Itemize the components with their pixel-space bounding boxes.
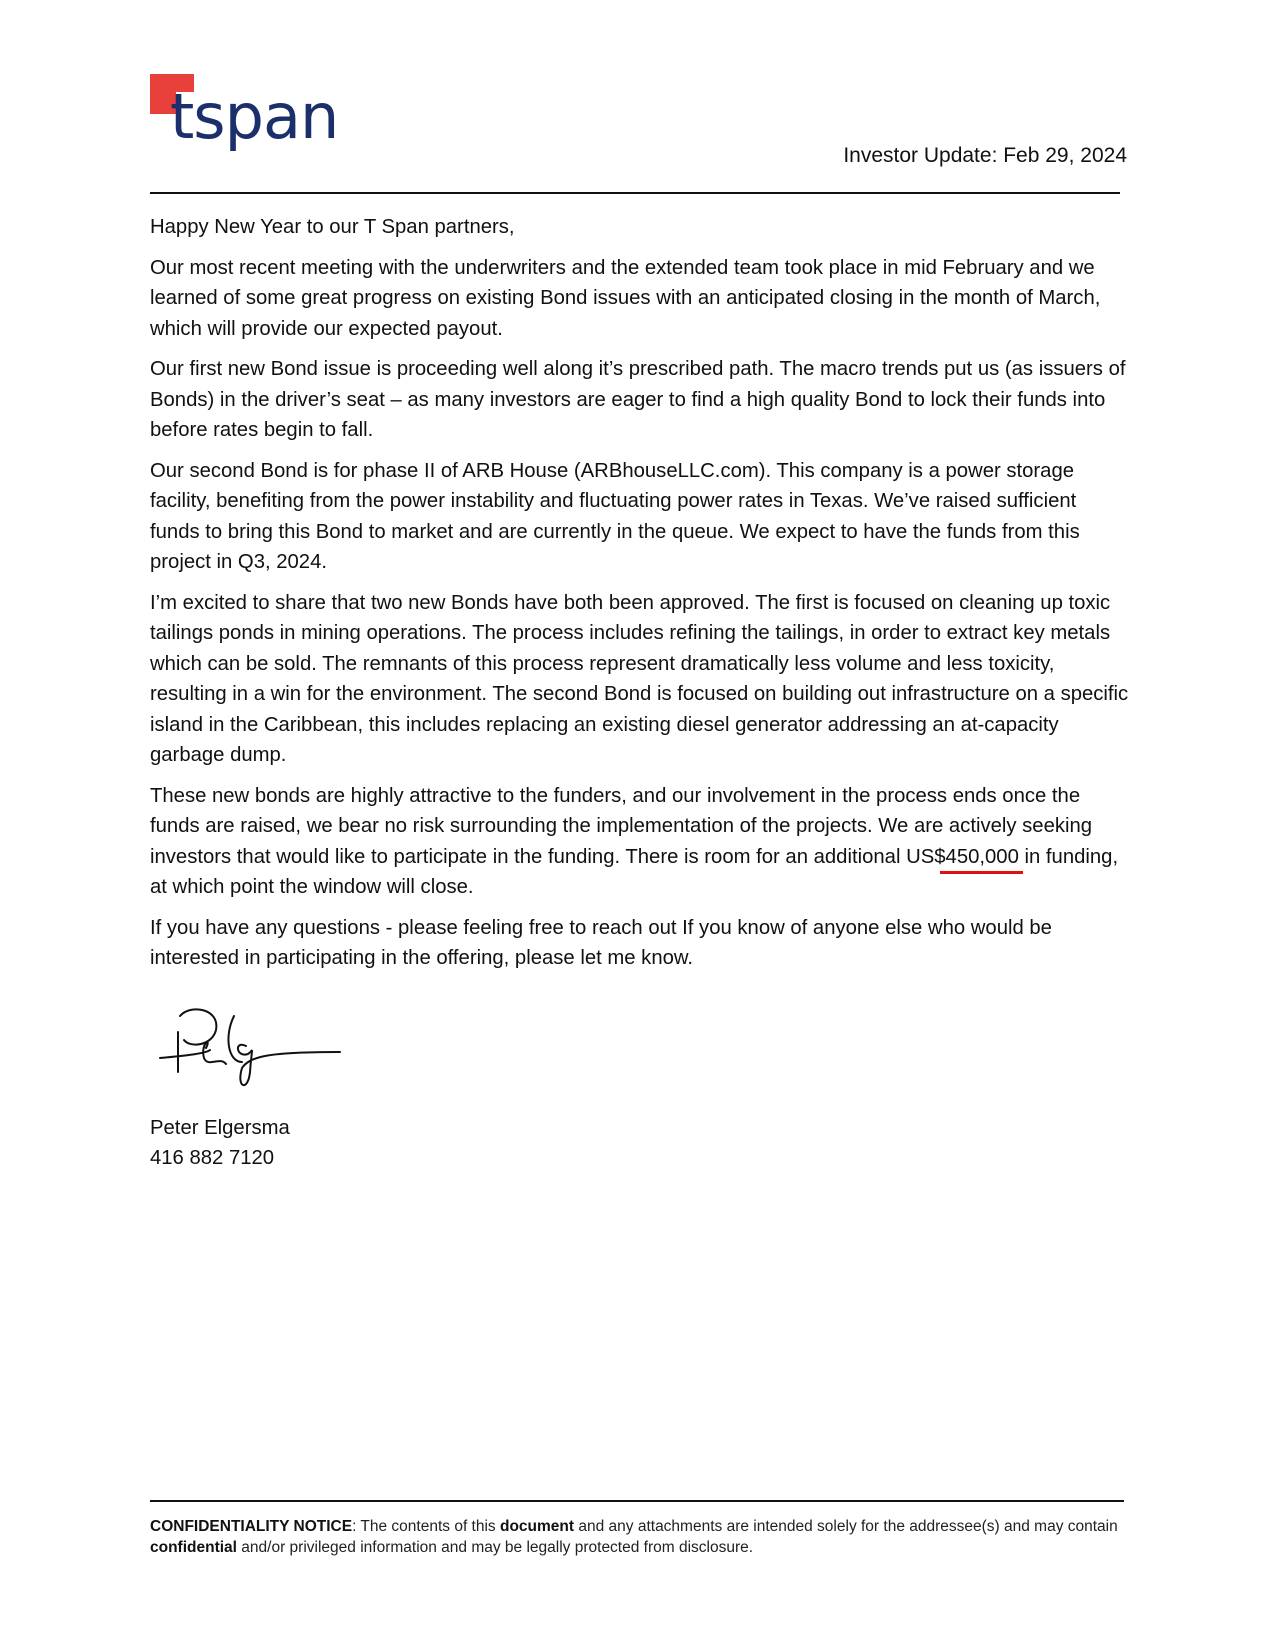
logo-wordmark: tspan bbox=[170, 80, 339, 153]
notice-text-2: and any attachments are intended solely for the addressee(s) and may contain bbox=[574, 1518, 1118, 1535]
notice-text-1: : The contents of this bbox=[352, 1518, 500, 1535]
paragraph-new-bonds: I’m excited to share that two new Bonds have both been approved. The first is focused on cleaning up toxic tailings ponds in mining operations. The process includes refining the tailings, in order to extract key metals which can be sold. The remnants of this process represent dramatically less volume and less toxicity, resulting in a win for the environment. The second Bond is focused on building out infrastructure on a specific island in the Caribbean, this includes replacing an existing diesel generator addressing an at-capacity garbage dump. bbox=[150, 591, 1129, 766]
notice-bold-confidential: confidential bbox=[150, 1539, 237, 1556]
signer-name: Peter Elgersma bbox=[150, 1117, 290, 1139]
signer-block bbox=[150, 1113, 290, 1173]
funding-text-after: in funding, at which point the window will close. bbox=[150, 845, 1119, 898]
funding-amount: $450,000 bbox=[934, 845, 1019, 868]
notice-title: CONFIDENTIALITY NOTICE bbox=[150, 1518, 353, 1535]
letter-body bbox=[150, 212, 1130, 984]
paragraph-meeting: Our most recent meeting with the underwriters and the extended team took place in mid February and we learned of some great progress on existing Bond issues with an anticipated closing in the month of March, which will provide our expected payout. bbox=[150, 256, 1101, 340]
paragraph-second-bond: Our second Bond is for phase II of ARB House (ARBhouseLLC.com). This company is a power storage facility, benefiting from the power instability and fluctuating power rates in Texas. We’ve raised sufficient funds to bring this Bond to market and are currently in the queue. We expect to have the funds from this project in Q3, 2024. bbox=[150, 459, 1080, 573]
signer-phone: 416 882 7120 bbox=[150, 1147, 275, 1169]
footer-divider bbox=[150, 1500, 1124, 1502]
investor-update-date: Investor Update: Feb 29, 2024 bbox=[843, 144, 1127, 167]
funding-text-before: These new bonds are highly attractive to the funders, and our involvement in the process ends once the funds are raised, we bear no risk surrounding the implementation of the projects. We are actively seeking investors that would like to participate in the funding. There is room for an additional US bbox=[150, 784, 1093, 868]
paragraph-first-bond: Our first new Bond issue is proceeding well along it’s prescribed path. The macro trends put us (as issuers of Bonds) in the driver’s seat – as many investors are eager to find a high quality Bond to lock their funds into before rates begin to fall. bbox=[150, 358, 1126, 441]
notice-bold-document: document bbox=[500, 1518, 575, 1535]
paragraph-closing: If you have any questions - please feeling free to reach out If you know of anyone else who would be interested in participating in the offering, please let me know. bbox=[150, 916, 1052, 969]
greeting: Happy New Year to our T Span partners, bbox=[150, 216, 515, 238]
paragraph-funding bbox=[150, 781, 1130, 903]
header-divider bbox=[150, 192, 1120, 194]
tspan-logo bbox=[150, 74, 380, 170]
confidentiality-notice bbox=[150, 1516, 1130, 1558]
signature-image bbox=[150, 996, 350, 1092]
notice-text-3: and/or privileged information and may be legally protected from disclosure. bbox=[236, 1539, 754, 1556]
